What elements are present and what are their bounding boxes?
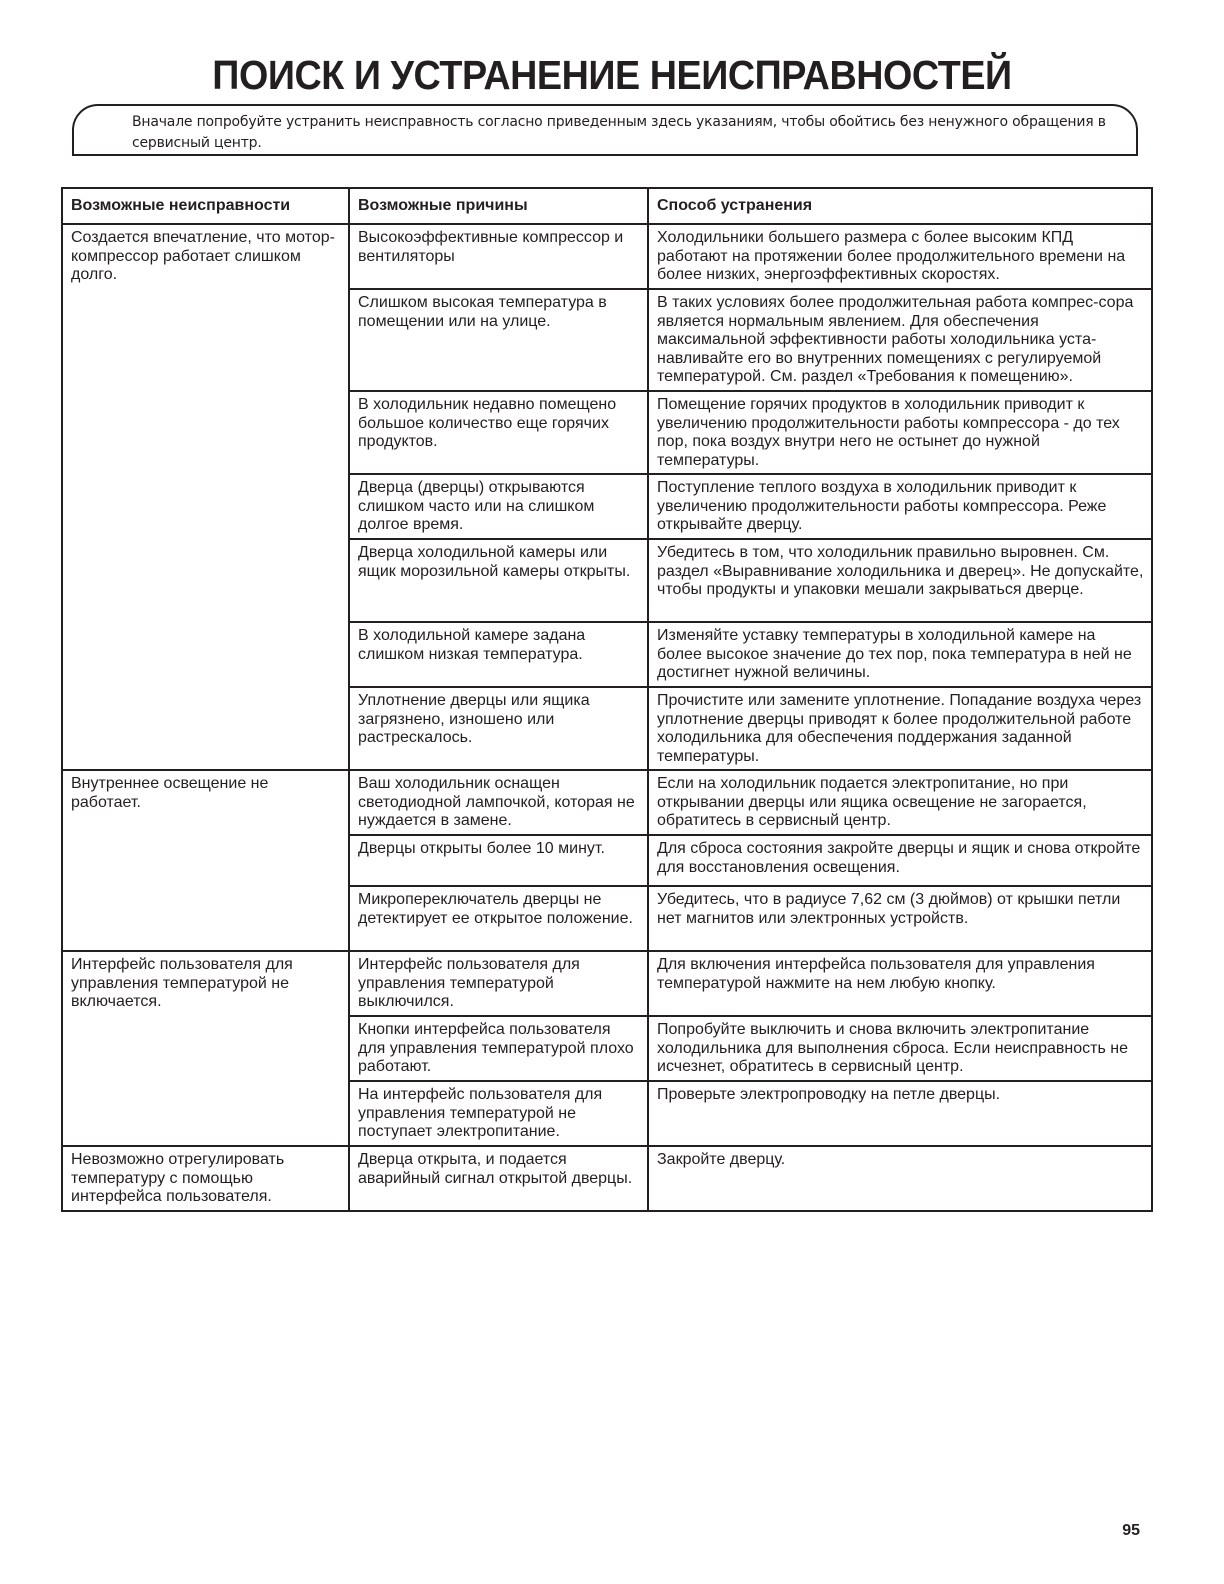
table-row bbox=[62, 951, 1152, 1016]
solution-cell: Прочистите или замените уплотнение. Попадание воздуха через уплотнение дверцы приводят к более продолжительной работе холодильника для обеспечения поддержания заданной температуры. bbox=[648, 687, 1152, 770]
cause-cell: Уплотнение дверцы или ящика загрязнено, изношено или растрескалось. bbox=[349, 687, 648, 770]
cause-cell: Ваш холодильник оснащен светодиодной лампочкой, которая не нуждается в замене. bbox=[349, 770, 648, 835]
solution-cell: Поступление теплого воздуха в холодильник приводит к увеличению продолжительности работы компрессора. Реже открывайте дверцу. bbox=[648, 474, 1152, 539]
cause-cell: Микропереключатель дверцы не детектирует ее открытое положение. bbox=[349, 886, 648, 951]
solution-cell: Проверьте электропроводку на петле дверцы. bbox=[648, 1081, 1152, 1146]
solution-cell: Попробуйте выключить и снова включить электропитание холодильника для выполнения сброса. Если неисправность не исчезнет, обратитесь в сервисный центр. bbox=[648, 1016, 1152, 1081]
cause-cell: Дверца (дверцы) открываются слишком часто или на слишком долгое время. bbox=[349, 474, 648, 539]
intro-text: Вначале попробуйте устранить неисправность согласно приведенным здесь указаниям, чтобы обойтись без ненужного обращения в сервисный центр. bbox=[132, 114, 1106, 151]
page-title: ПОИСК И УСТРАНЕНИЕ НЕИСПРАВНОСТЕЙ bbox=[212, 52, 1012, 98]
problem-cell: Невозможно отрегулировать температуру с помощью интерфейса пользователя. bbox=[62, 1146, 349, 1211]
solution-cell: Убедитесь в том, что холодильник правильно выровнен. См. раздел «Выравнивание холодильника и дверец». Не допускайте, чтобы продукты и упаковки мешали закрываться дверце. bbox=[648, 539, 1152, 622]
solution-cell: Если на холодильник подается электропитание, но при открывании дверцы или ящика освещение не загорается, обратитесь в сервисный центр. bbox=[648, 770, 1152, 835]
cause-cell: Дверца открыта, и подается аварийный сигнал открытой дверцы. bbox=[349, 1146, 648, 1211]
cause-cell: В холодильной камере задана слишком низкая температура. bbox=[349, 622, 648, 687]
table-row bbox=[62, 224, 1152, 289]
solution-cell: Закройте дверцу. bbox=[648, 1146, 1152, 1211]
cause-cell: Кнопки интерфейса пользователя для управления температурой плохо работают. bbox=[349, 1016, 648, 1081]
header-solution: Способ устранения bbox=[648, 188, 1152, 224]
problem-cell: Создается впечатление, что мотор-компрессор работает слишком долго. bbox=[62, 224, 349, 770]
cause-cell: Дверца холодильной камеры или ящик морозильной камеры открыты. bbox=[349, 539, 648, 622]
table-row bbox=[62, 1146, 1152, 1211]
cause-cell: Слишком высокая температура в помещении или на улице. bbox=[349, 289, 648, 391]
intro-callout-box bbox=[72, 104, 1138, 156]
troubleshooting-table bbox=[61, 187, 1153, 1212]
solution-cell: Для сброса состояния закройте дверцы и ящик и снова откройте для восстановления освещения. bbox=[648, 835, 1152, 886]
page-number: 95 bbox=[1122, 1522, 1140, 1539]
solution-cell: Помещение горячих продуктов в холодильник приводит к увеличению продолжительности работы компрессора - до тех пор, пока воздух внутри него не остынет до нужной температуры. bbox=[648, 391, 1152, 474]
header-problem: Возможные неисправности bbox=[62, 188, 349, 224]
header-cause: Возможные причины bbox=[349, 188, 648, 224]
cause-cell: Высокоэффективные компрессор и вентиляторы bbox=[349, 224, 648, 289]
cause-cell: В холодильник недавно помещено большое количество еще горячих продуктов. bbox=[349, 391, 648, 474]
table-header-row bbox=[62, 188, 1152, 224]
solution-cell: В таких условиях более продолжительная работа компрес-сора является нормальным явлением. Для обеспечения максимальной эффективности работы холодильника уста-навливайте его во внутренних помещениях с регулируемой температурой. См. раздел «Требования к помещению». bbox=[648, 289, 1152, 391]
cause-cell: Интерфейс пользователя для управления температурой выключился. bbox=[349, 951, 648, 1016]
problem-cell: Внутреннее освещение не работает. bbox=[62, 770, 349, 951]
solution-cell: Холодильники большего размера с более высоким КПД работают на протяжении более продолжительного времени на более низких, энергоэффективных скоростях. bbox=[648, 224, 1152, 289]
cause-cell: На интерфейс пользователя для управления температурой не поступает электропитание. bbox=[349, 1081, 648, 1146]
problem-cell: Интерфейс пользователя для управления температурой не включается. bbox=[62, 951, 349, 1146]
solution-cell: Убедитесь, что в радиусе 7,62 см (3 дюймов) от крышки петли нет магнитов или электронных устройств. bbox=[648, 886, 1152, 951]
table-row bbox=[62, 770, 1152, 835]
solution-cell: Изменяйте уставку температуры в холодильной камере на более высокое значение до тех пор, пока температура в ней не достигнет нужной величины. bbox=[648, 622, 1152, 687]
cause-cell: Дверцы открыты более 10 минут. bbox=[349, 835, 648, 886]
solution-cell: Для включения интерфейса пользователя для управления температурой нажмите на нем любую кнопку. bbox=[648, 951, 1152, 1016]
